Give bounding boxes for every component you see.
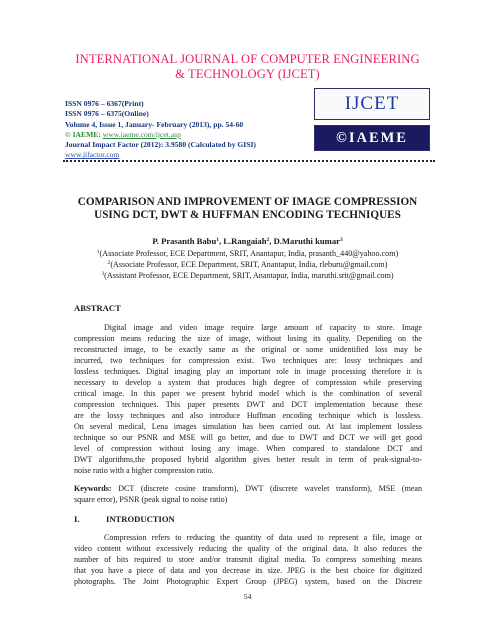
author-sep-2: , — [269, 236, 274, 246]
abstract-line: DWT algorithms,the proposed hybrid algorithm gives better result in term of peak-signal-to- — [74, 455, 422, 464]
abstract-line: technique so our PSNR and MSE will go better, and due to DWT and DCT we will get good — [74, 433, 422, 442]
affiliation-2-sup: 2 — [107, 260, 111, 266]
iaeme-logo: ©IAEME — [314, 125, 430, 151]
abstract-line: compression means reducing the size of image, without losing its quality. Depending on the — [74, 334, 422, 343]
affiliation-3 — [0, 271, 495, 280]
keywords-line2: square error), PSNR (peak signal to noise ratio) — [74, 495, 228, 504]
intro-line: photographs. The Joint Photographic Expert Group (JPEG) system, based on the Discrete — [74, 577, 422, 586]
author-2-sup: 2 — [266, 237, 270, 243]
abstract-line: On several medical, Lena images simulation has been carried out. At last implement lossless — [74, 422, 422, 431]
abstract-line: lossless techniques. Digital imaging play an important role in image processing therefore it is — [74, 367, 422, 376]
abstract-line: incurred, two techniques for compression exist. Two techniques are: lossy techniques and — [74, 356, 422, 365]
ijcet-logo: IJCET — [314, 88, 430, 120]
abstract-line: necessary to develop a system that produces high degree of compression while preserving — [74, 378, 422, 387]
affiliation-2 — [0, 260, 495, 269]
issn-online: ISSN 0976 – 6375(Online) — [65, 109, 149, 119]
intro-heading: INTRODUCTION — [106, 514, 175, 524]
intro-line: video content without excessively reducing the quality of the original data. It also reduces the — [74, 544, 422, 553]
keywords-line1 — [74, 483, 422, 494]
author-1-sup: 1 — [216, 237, 219, 243]
keywords-text1: DCT (discrete cosine transform), DWT (discrete wavelet transform), MSE (mean — [111, 484, 422, 493]
affiliation-1 — [0, 249, 495, 258]
journal-title — [0, 52, 495, 82]
intro-line: number of bits required to store and/or transmit digital media. To compress something means — [74, 555, 422, 564]
paper-title-line1: COMPARISON AND IMPROVEMENT OF IMAGE COMPRESSION — [77, 196, 418, 208]
author-3: D.Maruthi kumar — [273, 236, 340, 246]
issn-print: ISSN 0976 – 6367(Print) — [65, 99, 144, 108]
iaeme-prefix: © IAEME: — [65, 129, 103, 139]
affiliation-3-sup: 3 — [101, 271, 105, 277]
jifactor-link[interactable]: www.jifactor.com — [65, 150, 120, 160]
author-2: L.Rangaiah — [223, 236, 267, 246]
abstract-line: reconstructed image, to be exactly same as the original or some unidentified loss may be — [74, 345, 422, 354]
paper-title — [0, 196, 495, 223]
journal-title-line2: & TECHNOLOGY (IJCET) — [175, 67, 320, 81]
dotted-divider — [63, 160, 435, 162]
page-number: 54 — [243, 592, 252, 601]
keywords-block — [74, 483, 422, 505]
paper-title-line2: USING DCT, DWT & HUFFMAN ENCODING TECHNIQUES — [94, 209, 401, 222]
abstract-line: noise ratio with a higher compression ratio. — [74, 466, 214, 475]
iaeme-line — [65, 130, 256, 140]
affiliation-2-text: (Associate Professor, ECE Department, SRIT, Anantapur, India, rleburu@gmail.com) — [110, 260, 388, 269]
author-list — [0, 236, 495, 246]
abstract-line: are the lossy techniques and also introduce Huffman encoding technique which is lossless. — [74, 411, 422, 420]
author-3-sup: 3 — [339, 237, 343, 243]
author-1: P. Prasanth Babu — [152, 236, 217, 246]
intro-line: that you have a piece of data and you decrease its size. JPEG is the best choice for digitized — [74, 566, 422, 575]
journal-title-line1: INTERNATIONAL JOURNAL OF COMPUTER ENGINEERING — [75, 52, 420, 66]
iaeme-link[interactable]: www.iaeme.com/ijcet.asp — [102, 129, 181, 139]
keywords-label: Keywords: — [74, 484, 112, 493]
abstract-line: level of compression without losing any image. When compared to standalone DCT and — [74, 444, 422, 453]
affiliation-3-text: (Assistant Professor, ECE Department, SRIT, Anantapur, India, maruthi.srit@gmail.com) — [104, 271, 394, 280]
journal-metadata — [65, 99, 256, 161]
abstract-line: compression techniques. This paper presents DWT and DCT implementation because these — [74, 400, 422, 409]
abstract-body — [74, 322, 422, 476]
impact-factor: Journal Impact Factor (2012): 3.9580 (Calculated by GISI) — [65, 140, 256, 150]
intro-line: Compression refers to reducing the quantity of data used to represent a file, image or — [104, 533, 422, 542]
intro-body — [74, 532, 422, 587]
volume-info: Volume 4, Issue 1, January- February (2013), pp. 54-60 — [65, 119, 244, 129]
intro-section-number: I. — [74, 514, 80, 524]
author-sep-1: , — [218, 236, 224, 246]
abstract-heading: ABSTRACT — [74, 303, 121, 313]
affiliation-1-sup: 1 — [96, 249, 100, 255]
abstract-line: critical image. In this paper we present hybrid model which is the combination of several — [74, 389, 422, 398]
abstract-line: Digital image and video image require large amount of capacity to store. Image — [104, 323, 422, 332]
affiliation-1-text: (Associate Professor, ECE Department, SRIT, Anantapur, India, prasanth_440@yahoo.com) — [99, 249, 399, 258]
